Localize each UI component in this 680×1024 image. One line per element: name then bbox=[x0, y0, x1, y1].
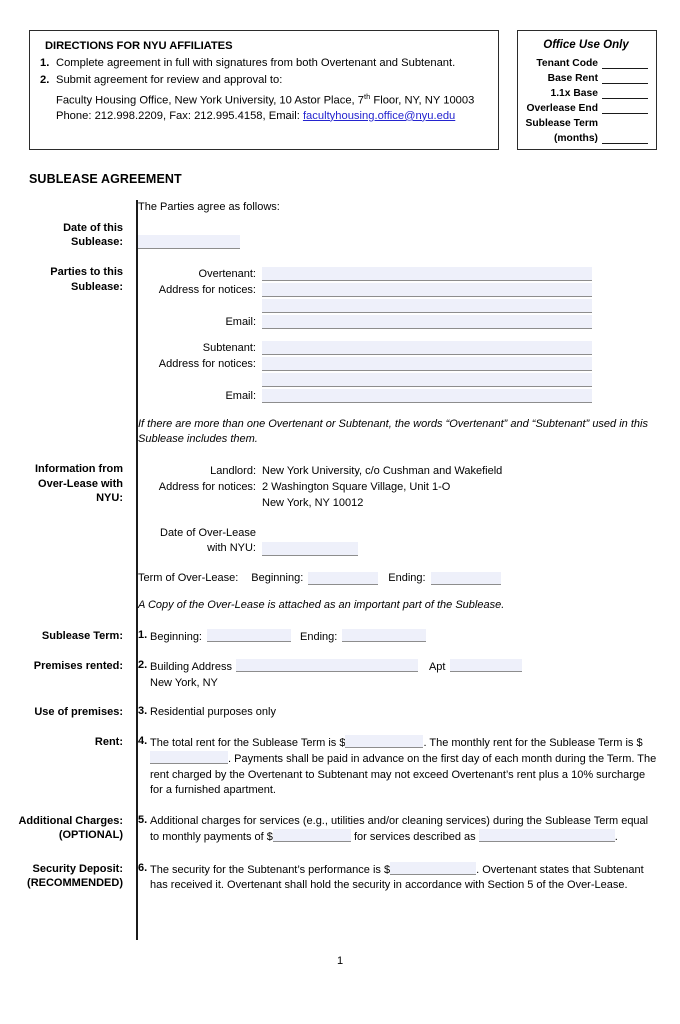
security-deposit-label bbox=[0, 862, 128, 891]
directions-item-2-number: 2. bbox=[40, 73, 50, 86]
date-of-sublease-label-line2: Sublease: bbox=[71, 236, 123, 248]
office-row-overlease-end bbox=[524, 99, 648, 114]
overlease-landlord-row bbox=[138, 462, 680, 478]
intro-text: The Parties agree as follows: bbox=[138, 201, 280, 213]
section-premises-rented bbox=[0, 659, 680, 691]
office-label-sublease-term: Sublease Term bbox=[525, 118, 598, 129]
overlease-date-value bbox=[262, 526, 680, 559]
overtenant-email-row bbox=[138, 313, 680, 329]
overtenant-name-value bbox=[262, 267, 680, 281]
security-deposit-amount-field[interactable] bbox=[390, 862, 476, 875]
subtenant-address-row-1 bbox=[138, 355, 680, 371]
overtenant-address-field-1[interactable] bbox=[262, 283, 592, 297]
subtenant-address-value-2 bbox=[262, 373, 680, 387]
office-row-sublease-term-months bbox=[524, 129, 648, 144]
date-of-sublease-label-line1: Date of this bbox=[63, 221, 123, 234]
rent-text-part2: . The monthly rent for the Sublease Term is $ bbox=[423, 736, 643, 749]
overlease-info-content bbox=[128, 462, 680, 613]
sublease-term-ending-label: Ending: bbox=[300, 630, 338, 643]
subtenant-name-label: Subtenant: bbox=[202, 341, 256, 354]
additional-charges-amount-field[interactable] bbox=[273, 829, 351, 842]
overlease-address-label: Address for notices: bbox=[158, 480, 256, 493]
subtenant-address-field-2[interactable] bbox=[262, 373, 592, 387]
overlease-address-value-1: 2 Washington Square Village, Unit 1-O bbox=[262, 480, 451, 493]
date-of-sublease-field[interactable] bbox=[138, 235, 240, 249]
directions-item-2-text: Submit agreement for review and approval to: bbox=[56, 73, 283, 86]
overtenant-address-label: Address for notices: bbox=[158, 283, 256, 296]
section-sublease-term bbox=[0, 629, 680, 646]
sublease-term-label: Sublease Term: bbox=[41, 629, 123, 642]
overlease-info-label bbox=[0, 462, 128, 506]
premises-rented-content bbox=[150, 659, 680, 691]
rent-content bbox=[150, 735, 680, 799]
parties-content bbox=[128, 265, 680, 446]
section-date-of-sublease bbox=[0, 221, 680, 252]
directions-item-1 bbox=[40, 56, 488, 70]
directions-title: DIRECTIONS FOR NYU AFFILIATES bbox=[45, 40, 233, 52]
office-field-base-multiplier[interactable] bbox=[602, 87, 648, 99]
overlease-term-row bbox=[138, 571, 680, 586]
section-parties bbox=[0, 265, 680, 446]
office-use-only-box bbox=[517, 30, 657, 150]
overlease-term-label: Term of Over-Lease: bbox=[138, 571, 239, 584]
overtenant-address-value-1 bbox=[262, 283, 680, 297]
premises-rented-number: 2. bbox=[138, 659, 148, 671]
section-rent bbox=[0, 735, 680, 799]
section-overlease-info bbox=[0, 462, 680, 613]
directions-box bbox=[29, 30, 499, 150]
directions-address-main: Faculty Housing Office, New York University, 10 Astor Place, 7 bbox=[56, 94, 364, 107]
overlease-term-ending-field[interactable] bbox=[431, 572, 501, 585]
subtenant-address-value-1 bbox=[262, 357, 680, 371]
directions-item-1-number: 1. bbox=[40, 57, 50, 69]
overlease-term-ending-label: Ending: bbox=[388, 571, 426, 584]
additional-charges-content bbox=[150, 814, 680, 846]
office-label-sublease-term-months: (months) bbox=[553, 133, 598, 144]
use-of-premises-label: Use of premises: bbox=[34, 706, 123, 718]
overlease-date-label-line1: Date of Over-Lease bbox=[160, 527, 256, 539]
office-field-sublease-term-spacer bbox=[602, 118, 648, 129]
subtenant-email-row bbox=[138, 387, 680, 403]
additional-charges-text-part3: . bbox=[614, 831, 618, 843]
subtenant-address-row-2 bbox=[138, 371, 680, 387]
premises-city-line: New York, NY bbox=[150, 676, 218, 689]
subtenant-email-field[interactable] bbox=[262, 389, 592, 403]
premises-rented-label: Premises rented: bbox=[33, 660, 123, 672]
overlease-landlord-value: New York University, c/o Cushman and Wakefield bbox=[262, 464, 503, 477]
security-deposit-text-part2: . Overtenant states that Subtenant has received it. Overtenant shall hold the security in accordance with Section 5 of the Over-Lease. bbox=[150, 863, 644, 891]
additional-charges-text-part2: for services described as bbox=[350, 831, 479, 843]
premises-building-line bbox=[150, 659, 658, 676]
use-of-premises-text: Residential purposes only bbox=[150, 706, 276, 718]
office-label-base-rent: Base Rent bbox=[547, 73, 598, 84]
sublease-term-beginning-label: Beginning: bbox=[150, 630, 202, 643]
office-field-sublease-term-months[interactable] bbox=[602, 132, 648, 144]
subtenant-email-label: Email: bbox=[225, 389, 256, 402]
subtenant-address-field-1[interactable] bbox=[262, 357, 592, 371]
sublease-term-number: 1. bbox=[138, 628, 148, 641]
overlease-term-beginning-field[interactable] bbox=[308, 572, 378, 585]
overtenant-address-field-2[interactable] bbox=[262, 299, 592, 313]
office-field-overlease-end[interactable] bbox=[602, 102, 648, 114]
additional-charges-label bbox=[0, 814, 128, 843]
overlease-date-row bbox=[138, 526, 680, 559]
page-number: 1 bbox=[336, 955, 344, 967]
office-label-overlease-end: Overlease End bbox=[526, 103, 598, 114]
additional-charges-label-line1: Additional Charges: bbox=[18, 814, 123, 827]
overlease-address-value-2: New York, NY 10012 bbox=[262, 496, 364, 509]
overlease-date-label bbox=[138, 526, 262, 556]
overlease-copy-note: A Copy of the Over-Lease is attached as an important part of the Sublease. bbox=[138, 599, 505, 611]
rent-total-field[interactable] bbox=[345, 735, 423, 748]
overlease-address-row-2 bbox=[138, 494, 680, 510]
rent-text-part3: . Payments shall be paid in advance on the first day of each month during the Term. The rent charged by the Overtenant to Subtenant may not exceed Overtenant’s rent plus a 10% surcharge for a furnished apartment. bbox=[150, 753, 657, 796]
office-row-base-multiplier bbox=[524, 84, 648, 99]
overtenant-address-row-1 bbox=[138, 281, 680, 297]
sublease-term-ending-field[interactable] bbox=[342, 629, 426, 642]
subtenant-name-row bbox=[138, 339, 680, 355]
overtenant-name-row bbox=[138, 265, 680, 281]
office-label-base-multiplier: 1.1x Base bbox=[550, 88, 598, 99]
overtenant-address-row-2 bbox=[138, 297, 680, 313]
office-row-base-rent bbox=[524, 69, 648, 84]
rent-monthly-field[interactable] bbox=[150, 751, 228, 764]
security-deposit-label-line2: (RECOMMENDED) bbox=[27, 877, 123, 889]
date-of-sublease-content bbox=[128, 221, 680, 252]
rent-number: 4. bbox=[138, 734, 148, 747]
security-deposit-label-line1: Security Deposit: bbox=[32, 862, 123, 875]
parties-label bbox=[0, 265, 128, 294]
parties-label-line2: Sublease: bbox=[71, 280, 123, 293]
directions-office-address bbox=[56, 89, 488, 109]
section-security-deposit bbox=[0, 862, 680, 894]
directions-contact-line bbox=[56, 109, 488, 124]
office-use-title: Office Use Only bbox=[543, 39, 629, 51]
subtenant-address-label: Address for notices: bbox=[158, 357, 256, 370]
overtenant-name-label: Overtenant: bbox=[198, 267, 256, 280]
subtenant-email-value bbox=[262, 389, 680, 403]
page-title: SUBLEASE AGREEMENT bbox=[29, 172, 182, 186]
sublease-term-beginning-field[interactable] bbox=[207, 629, 291, 642]
office-row-sublease-term bbox=[524, 114, 648, 129]
subtenant-name-field[interactable] bbox=[262, 341, 592, 355]
overlease-date-field[interactable] bbox=[262, 542, 358, 556]
office-label-tenant-code: Tenant Code bbox=[536, 58, 598, 69]
overtenant-name-field[interactable] bbox=[262, 267, 592, 281]
office-field-base-rent[interactable] bbox=[602, 72, 648, 84]
sublease-term-content bbox=[150, 629, 680, 646]
overlease-term-beginning-label: Beginning: bbox=[251, 571, 304, 584]
section-use-of-premises bbox=[0, 705, 680, 721]
directions-contact-prefix: Phone: 212.998.2209, Fax: 212.995.4158, Email: bbox=[56, 109, 303, 122]
directions-item-2 bbox=[40, 73, 488, 87]
overtenant-email-value bbox=[262, 315, 680, 329]
overtenant-email-label: Email: bbox=[225, 315, 256, 328]
additional-charges-text-part1: Additional charges for services (e.g., utilities and/or cleaning services) during the Sublease Term equal to monthly payments of $ bbox=[150, 814, 649, 843]
additional-charges-description-field[interactable] bbox=[479, 829, 615, 842]
overlease-info-label-line1: Information from bbox=[35, 463, 123, 475]
header-boxes bbox=[0, 0, 680, 170]
agreement-body bbox=[0, 200, 680, 894]
faculty-housing-email-link[interactable]: facultyhousing.office@nyu.edu bbox=[302, 109, 456, 122]
directions-address-rest: Floor, NY, NY 10003 bbox=[370, 94, 475, 107]
subtenant-name-value bbox=[262, 341, 680, 355]
premises-apt-field[interactable] bbox=[450, 659, 522, 672]
security-deposit-content bbox=[150, 862, 680, 894]
premises-building-field[interactable] bbox=[236, 659, 418, 672]
security-deposit-text-part1: The security for the Subtenant’s performance is $ bbox=[150, 863, 391, 876]
overlease-info-label-line3: NYU: bbox=[96, 492, 123, 504]
premises-apt-label: Apt bbox=[428, 661, 446, 673]
section-additional-charges bbox=[0, 814, 680, 846]
overtenant-address-value-2 bbox=[262, 299, 680, 313]
directions-item-1-text: Complete agreement in full with signatures from both Overtenant and Subtenant. bbox=[56, 57, 456, 69]
rent-label: Rent: bbox=[94, 735, 123, 748]
intro-row bbox=[0, 200, 680, 215]
parties-label-line1: Parties to this bbox=[50, 266, 123, 278]
office-field-tenant-code[interactable] bbox=[602, 57, 648, 69]
overtenant-email-field[interactable] bbox=[262, 315, 592, 329]
overlease-info-label-line2: Over-Lease with bbox=[38, 477, 123, 490]
security-deposit-number: 6. bbox=[138, 861, 148, 874]
overlease-date-label-line2: with NYU: bbox=[207, 542, 256, 554]
office-row-tenant-code bbox=[524, 54, 648, 69]
parties-note: If there are more than one Overtenant or Subtenant, the words “Overtenant” and “Subtenant” used in this Sublease includes them. bbox=[138, 418, 648, 445]
overlease-landlord-label: Landlord: bbox=[210, 464, 256, 477]
date-of-sublease-label bbox=[0, 221, 128, 250]
use-of-premises-number: 3. bbox=[138, 705, 148, 717]
overlease-address-row-1 bbox=[138, 478, 680, 494]
rent-text-part1: The total rent for the Sublease Term is $ bbox=[150, 736, 346, 749]
directions-address-ordinal: th bbox=[364, 92, 371, 101]
premises-building-label: Building Address bbox=[150, 661, 232, 673]
additional-charges-label-line2: (OPTIONAL) bbox=[58, 829, 123, 841]
additional-charges-number: 5. bbox=[138, 813, 148, 826]
